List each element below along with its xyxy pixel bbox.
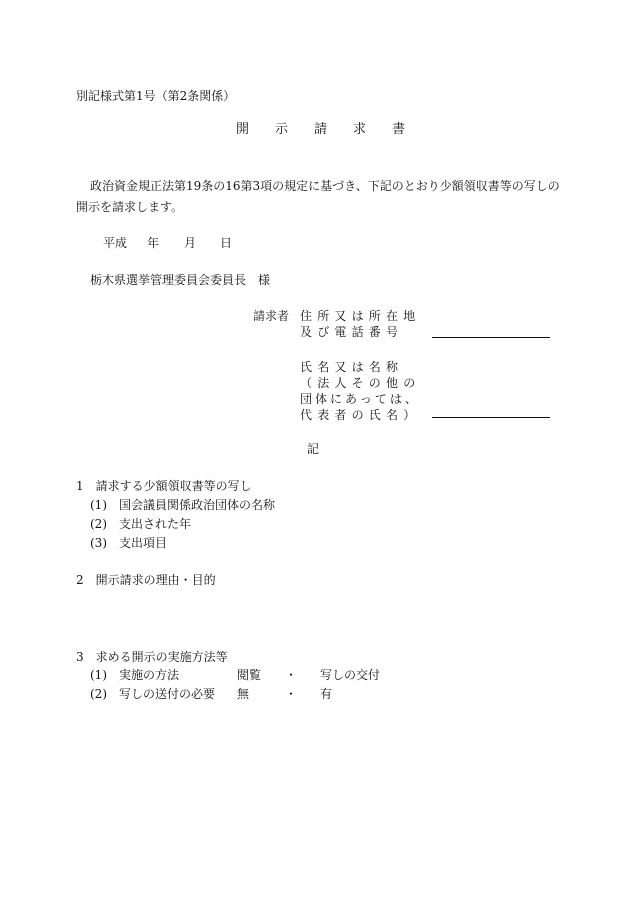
section-3-heading: 3 求める開示の実施方法等 <box>76 650 228 664</box>
ki-mark: 記 <box>307 442 320 456</box>
section-1-item-2: (2) 支出された年 <box>90 517 191 531</box>
name-label-line-1: 氏名又は名称 <box>300 360 404 374</box>
send-option-yes: 有 <box>320 687 333 701</box>
name-label-line-2: （法人その他の <box>300 376 421 390</box>
method-label: (1) 実施の方法 <box>90 668 179 682</box>
name-label-line-4: 代表者の氏名） <box>300 408 421 422</box>
date-year: 年 <box>147 236 160 250</box>
method-option-view: 閲覧 <box>237 668 262 682</box>
date-era: 平成 <box>103 236 128 250</box>
section-1-heading: 1 請求する少額領収書等の写し <box>76 479 252 493</box>
name-underline <box>432 417 550 418</box>
address-label-line-1: 住所又は所在地 <box>300 309 421 323</box>
address-label-line-2: 及び電話番号 <box>300 325 404 339</box>
document-title: 開示請求書 <box>236 122 432 137</box>
send-option-no: 無 <box>237 687 250 701</box>
date-day: 日 <box>220 236 233 250</box>
addressee: 栃木県選挙管理委員会委員長 様 <box>90 273 271 287</box>
form-id: 別記様式第1号（第2条関係） <box>76 89 236 103</box>
method-option-copy: 写しの交付 <box>320 668 381 682</box>
intro-line-1: 政治資金規正法第19条の16第3項の規定に基づき、下記のとおり少額領収書等の写しの <box>90 179 560 193</box>
date-month: 月 <box>184 236 197 250</box>
requester-label: 請求者 <box>253 309 290 323</box>
intro-line-2: 開示を請求します。 <box>76 200 184 214</box>
send-separator: ・ <box>285 687 298 701</box>
address-underline <box>432 337 550 338</box>
name-label-line-3: 団体にあっては、 <box>300 392 420 406</box>
section-2-heading: 2 開示請求の理由・目的 <box>76 573 216 587</box>
send-label: (2) 写しの送付の必要 <box>90 687 215 701</box>
section-1-item-3: (3) 支出項目 <box>90 536 167 550</box>
method-separator: ・ <box>285 668 298 682</box>
section-1-item-1: (1) 国会議員関係政治団体の名称 <box>90 498 275 512</box>
